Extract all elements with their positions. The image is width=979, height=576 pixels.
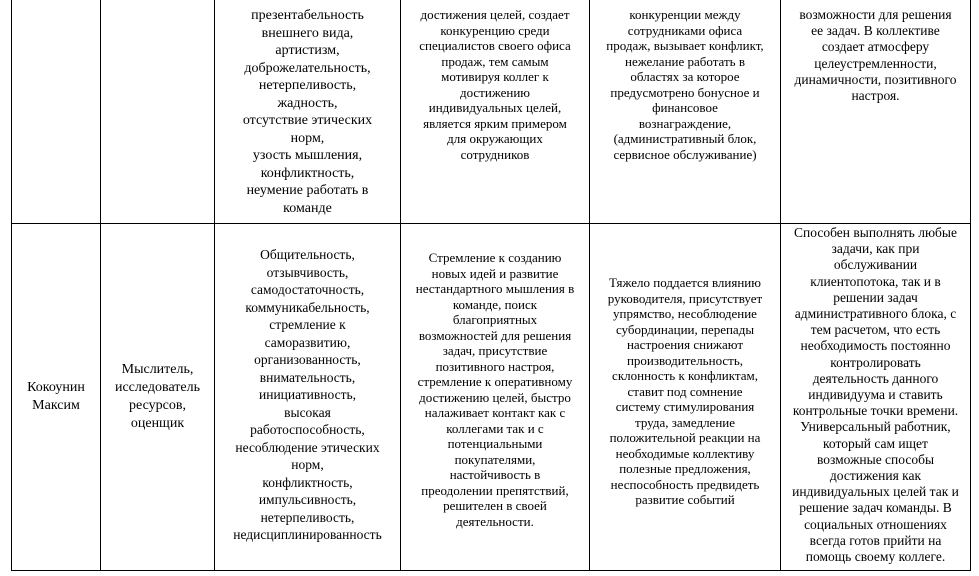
cell-text-line: помощь своему коллеге. xyxy=(805,549,946,565)
row2-qualities-cell xyxy=(215,246,400,544)
cell-text-line: тем расчетом, что есть xyxy=(810,322,941,338)
cell-text-line: инициативность, xyxy=(259,387,356,402)
cell-text-line: упрямство, несоблюдение xyxy=(613,306,757,321)
row2-problems-cell xyxy=(590,275,780,508)
cell-text-line: сервисное обслуживание) xyxy=(613,146,757,162)
cell-text-line: систему стимулирования xyxy=(615,399,755,414)
cell-text-line: коммуникабельность, xyxy=(245,299,370,315)
cell-text-line: нежелание работать в xyxy=(625,53,745,69)
cell-text-line: импульсивность, xyxy=(258,492,357,507)
cell-text-line: труда, замедление xyxy=(634,414,736,430)
cell-text-line: возможностей для решения xyxy=(418,327,572,343)
row1-problems-cell xyxy=(590,7,780,162)
cell-text-line: достижения как xyxy=(829,468,922,484)
row2-motivation-cell xyxy=(401,250,589,529)
cell-text-line: несоблюдение этических xyxy=(235,439,380,455)
cell-text-line: саморазвитию, xyxy=(264,334,351,350)
cell-text-line: недисциплинированность xyxy=(233,527,382,542)
cell-text-line: работоспособность, xyxy=(250,422,365,437)
cell-text-line: (административный блок, xyxy=(613,131,757,146)
cell-text-line: позитивного настроя, xyxy=(435,358,555,374)
cell-text-line: обслуживании xyxy=(833,257,918,273)
cell-text-line: всегда готов прийти на xyxy=(809,532,942,548)
cell-text-line: нестандартного мышления в xyxy=(415,281,575,296)
cell-text-line: неумение работать в xyxy=(246,183,369,198)
cell-text-line: необходимые коллективу xyxy=(615,445,755,461)
cell-text-line: решении задач xyxy=(833,289,918,305)
cell-text-line: склонность к конфликтам, xyxy=(612,368,758,383)
cell-text-line: Способен выполнять любые xyxy=(794,225,957,240)
cell-text-line: продаж, вызывает конфликт, xyxy=(606,38,764,53)
cell-text-line: узость мышления, xyxy=(252,148,363,163)
cell-text-line: настроя. xyxy=(851,88,900,104)
cell-text-line: полезные предложения, xyxy=(619,461,751,476)
cell-text-line: клиентопотока, так и в xyxy=(810,273,941,289)
cell-text-line: создает атмосферу xyxy=(821,39,930,55)
cell-text-line: налаживает контакт как с xyxy=(424,405,566,420)
cell-text-line: настойчивость в xyxy=(449,467,541,482)
cell-text-line: отзывчивость, xyxy=(266,264,349,280)
team-role-line: исследователь xyxy=(114,380,201,395)
team-role-line: Мыслитель, xyxy=(121,362,194,377)
cell-text-line: артистизм, xyxy=(275,43,340,58)
cell-text-line: коллегами так и с xyxy=(446,420,544,436)
cell-text-line: индивидуальных целей, xyxy=(428,100,562,115)
cell-text-line: неспособность предвидеть xyxy=(610,476,760,492)
cell-text-line: конкуренцию среди xyxy=(440,22,550,38)
cell-text-line: индивидуума и ставить xyxy=(808,387,943,403)
cell-text-line: покупателями, xyxy=(454,451,536,467)
cell-text-line: новых идей и развитие xyxy=(431,265,559,281)
cell-text-line: индивидуальных целей так и xyxy=(792,484,959,500)
row2-name-cell xyxy=(12,379,100,415)
cell-text-line: достижению xyxy=(459,84,531,100)
cell-text-line: доброжелательность, xyxy=(244,60,371,76)
cell-text-line: норм, xyxy=(290,130,325,146)
cell-text-line: благоприятных xyxy=(452,312,538,327)
cell-text-line: деятельность данного xyxy=(812,370,939,386)
cell-text-line: положительной реакции на xyxy=(609,430,761,445)
row1-usage-cell xyxy=(781,7,970,104)
cell-text-line: для окружающих xyxy=(447,131,543,146)
cell-text-line: внимательность, xyxy=(259,369,356,385)
cell-text-line: возможности для решения xyxy=(799,7,952,22)
cell-text-line: ставит под сомнение xyxy=(627,383,743,399)
cell-text-line: внешнего вида, xyxy=(261,25,354,41)
cell-text-line: презентабельность xyxy=(251,8,364,23)
cell-text-line: возможные способы xyxy=(816,451,935,467)
cell-text-line: нетерпеливость, xyxy=(258,78,357,93)
row2-role-cell xyxy=(101,361,214,433)
cell-text-line: целеустремленности, xyxy=(814,55,937,71)
cell-text-line: является ярким примером xyxy=(423,115,567,131)
cell-text-line: предусмотрено бонусное и xyxy=(610,84,760,100)
cell-text-line: социальных отношениях xyxy=(804,516,947,532)
cell-text-line: производительность, xyxy=(626,352,744,368)
cell-text-line: сотрудников xyxy=(460,146,530,162)
cell-text-line: достижения целей, создает xyxy=(420,7,570,22)
cell-text-line: организованность, xyxy=(254,352,361,367)
cell-text-line: жадность, xyxy=(277,95,338,111)
cell-text-line: продаж, тем самым xyxy=(441,53,549,69)
cell-text-line: финансовое xyxy=(652,100,718,115)
cell-text-line: руководителя, присутствует xyxy=(607,290,763,306)
cell-text-line: Стремление к созданию xyxy=(428,250,562,265)
cell-text-line: решение задач команды. В xyxy=(799,500,952,516)
cell-text-line: необходимость постоянно xyxy=(800,338,951,354)
cell-text-line: задач, присутствие xyxy=(442,343,548,358)
cell-text-line: контролировать xyxy=(830,354,921,370)
person-name-line: Кокоунин xyxy=(27,380,85,395)
row1-motivation-cell xyxy=(401,7,589,162)
cell-text-line: задачи, как при xyxy=(831,241,920,257)
cell-text-line: административного блока, с xyxy=(794,306,957,322)
person-name-line: Максим xyxy=(32,398,80,413)
cell-text-line: сотрудниками офиса xyxy=(627,22,743,38)
cell-text-line: мотивируя коллег к xyxy=(441,69,549,84)
cell-text-line: Тяжело поддается влиянию xyxy=(609,275,761,290)
cell-text-line: контрольные точки времени. xyxy=(792,403,959,419)
cell-text-line: команде, поиск xyxy=(452,296,538,312)
cell-text-line: нетерпеливость, xyxy=(260,509,355,525)
team-role-line: оценщик xyxy=(130,416,185,431)
cell-text-line: решителен в своей xyxy=(443,498,547,513)
cell-text-line: самодостаточность, xyxy=(250,282,365,297)
cell-text-line: стремление к xyxy=(269,317,346,332)
cell-text-line: команде xyxy=(283,200,332,216)
cell-text-line: развитие событий xyxy=(635,492,735,507)
cell-text-line: ее задач. В коллективе xyxy=(811,23,940,39)
cell-text-line: отсутствие этических xyxy=(242,113,373,128)
cell-text-line: областях за которое xyxy=(630,69,740,84)
team-role-line: ресурсов, xyxy=(129,398,186,413)
cell-text-line: настроения снижают xyxy=(626,337,744,352)
cell-text-line: стремление к оперативному xyxy=(417,374,573,389)
row2-usage-cell xyxy=(781,225,970,565)
cell-text-line: динамичности, позитивного xyxy=(794,71,957,87)
cell-text-line: деятельности. xyxy=(456,513,534,529)
cell-text-line: конфликтность, xyxy=(262,474,353,490)
cell-text-line: конфликтность, xyxy=(260,165,355,181)
cell-text-line: норм, xyxy=(291,457,324,472)
cell-text-line: Универсальный работник, xyxy=(800,419,951,435)
cell-text-line: вознаграждение, xyxy=(638,115,732,131)
cell-text-line: достижению целей, быстро xyxy=(419,389,571,405)
cell-text-line: Общительность, xyxy=(260,247,355,262)
cell-text-line: высокая xyxy=(284,404,331,420)
cell-text-line: субординации, перепады xyxy=(615,321,755,337)
cell-text-line: потенциальными xyxy=(447,436,543,451)
row1-qualities-cell xyxy=(215,7,400,217)
cell-text-line: специалистов своего офиса xyxy=(419,38,571,53)
cell-text-line: который сам ищет xyxy=(823,435,928,451)
cell-text-line: преодолении препятствий, xyxy=(421,482,569,498)
cell-text-line: конкуренции между xyxy=(629,7,741,22)
